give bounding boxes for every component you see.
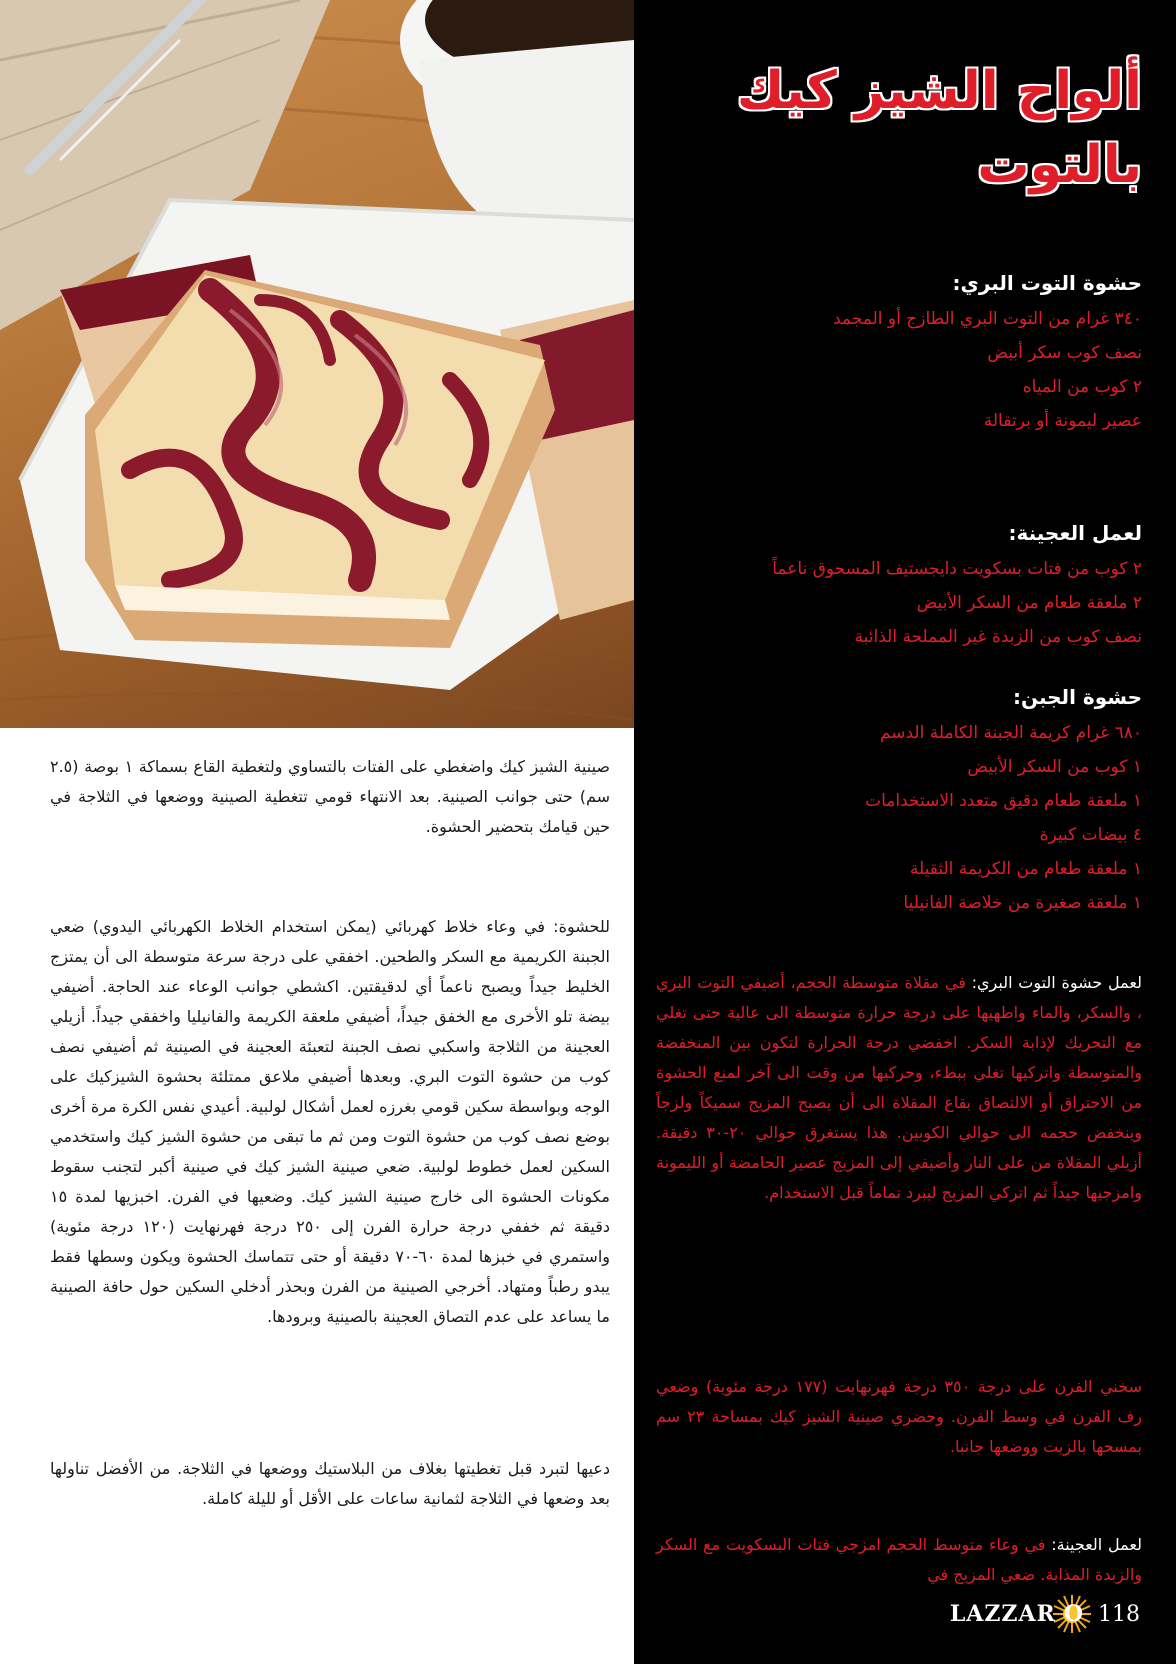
filling-method-paragraph: للحشوة: في وعاء خلاط كهربائي (يمكن استخدام الخلاط الكهربائي اليدوي) ضعي الجبنة الكريمية مع السكر والطحين. اخفقي على درجة سرعة متوسطة الى أن يمتزج الخليط جيداً ويصبح ناعماً أي لدقيقتين. اكشطي جوانب الوعاء عند الحاجة. أضيفي بيضة تلو الأخرى مع الخفق جيداً، أضيفي ملعقة الكريمة والفانيليا واخفقي جيداً. أزيلي العجينة من الثلاجة واسكبي نصف الجبنة لتعبئة العجينة في الصينية ثم أضيفي نصف كوب من حشوة التوت البري. وبعدها أضيفي ملاعق ممتلئة بحشوة الشيزكيك على الوجه وبواسطة سكين قومي بغرزه لعمل أشكال لولبية. أعيدي نفس الكرة مرة أخرى بوضع نصف كوب من حشوة التوت ومن ثم ما تبقى من حشوة الشيز كيك واستخدمي السكين لعمل خطوط لولبية. ضعي صينية الشيز كيك في صينية أكبر لتجنب سقوط مكونات الحشوة الى خارج صينية الشيز كيك. وضعيها في الفرن. اخبزيها لمدة ١٥ دقيقة ثم خففي درجة حرارة الفرن إلى ٢٥٠ درجة فهرنهايت (١٢٠ درجة مئوية) واستمري في خبزها لمدة ٦٠-٧٠ دقيقة أو حتى تتماسك الحشوة ويكون وسطها فقط يبدو رطباً ومتهاد. أخرجي الصينية من الفرن وبحذر أدخلي السكين حول حافة الصينية ما يساعد على عدم التصاق العجينة بالصينية وبرودها. <box>50 917 610 1326</box>
crust-paragraph: صينية الشيز كيك واضغطي على الفتات بالتساوي ولتغطية القاع بسماكة ١ بوصة (٢.٥ سم) حتى جوانب الصينية. بعد الانتهاء قومي تتغطية الصينية ووضعها في الثلاجة في حين قيامك بتحضير الحشوة. <box>50 757 611 836</box>
list-item: ٢ كوب من فتات بسكويت دايجستيف المسحوق ناعماً <box>772 559 1142 579</box>
list-item: ٢ ملعقة طعام من السكر الأبيض <box>916 593 1142 613</box>
cheese-filling-list <box>652 716 1142 920</box>
berry-method-body: في مقلاة متوسطة الحجم، أضيفي التوت البري ، والسكر، والماء واطهيها على درجة حرارة متوسطة الى عالية حتى تغلي مع التحريك لإذابة السكر. اخفضي درجة الحرارة لتكون بين المنخفضة والمتوسطة واتركيها تغلي ببطء، وحركيها من وقت الى آخر لمنع الحشوة من الاحتراق أو الالتصاق بقاع المقلاة الى أن يصبح المزيج سميكاً ولزجاً وينخفض حجمه الى حوالي الكوبين. هذا يستغرق حوالي ٢٠-٣٠ دقيقة. أزيلي المقلاة من على النار وأضيفي إلى المزيج عصير الحامضة أو الليمونة وامزجيها جيداً ثم اتركي المزيج ليبرد تماماً قبل الاستخدام. <box>656 973 1143 1202</box>
recipe-title <box>662 54 1142 202</box>
title-line-1: ألواح الشيز كيك <box>736 61 1142 121</box>
page-footer <box>950 1584 1140 1644</box>
list-item: نصف كوب من الزبدة غير المملحة الذائبة <box>854 627 1142 647</box>
list-item: ١ ملعقة صغيرة من خلاصة الفانيليا <box>903 893 1142 913</box>
list-item: ٦٨٠ غرام كريمة الجبنة الكاملة الدسم <box>879 723 1142 743</box>
list-item: ١ كوب من السكر الأبيض <box>967 757 1142 777</box>
brand-logo-letter: O <box>1063 1601 1084 1627</box>
cooling-paragraph: دعيها لتبرد قبل تغطيتها بغلاف من البلاستيك ووضعها في الثلاجة. من الأفضل تناولها بعد وضعها في الثلاجة لثمانية ساعات على الأقل أو لليلة كاملة. <box>50 1459 610 1508</box>
list-item: ٤ بيضات كبيرة <box>1039 825 1142 845</box>
brand-logo-text: LAZZAR <box>949 1601 1056 1627</box>
title-line-2: بالتوت <box>977 135 1142 195</box>
dough-list <box>652 552 1142 654</box>
oven-prep-paragraph: سخني الفرن على درجة ٣٥٠ درجة فهرنهايت (١٧٧ درجة مئوية) وضعي رف الفرن في وسط الفرن. وحضري صينية الشيز كيك بمساحة ٢٣ سم بمسحها بالزيت ووضعها جانبا. <box>656 1377 1142 1456</box>
dough-method-body: في وعاء متوسط الحجم امزجي فتات البسكويت مع السكر والزبدة المذابة. ضعي المزيج في <box>656 1535 1142 1584</box>
list-item: ٢ كوب من المياه <box>1022 377 1142 397</box>
list-item: ١ ملعقة طعام دقيق متعدد الاستخدامات <box>865 791 1142 811</box>
cheese-filling-heading: حشوة الجبن: <box>1012 685 1142 709</box>
dough-method-paragraph <box>656 1530 1142 1590</box>
berry-filling-list <box>652 302 1142 438</box>
dough-heading: لعمل العجينة: <box>1008 521 1142 545</box>
list-item: ١ ملعقة طعام من الكريمة الثقيلة <box>909 859 1142 879</box>
list-item: نصف كوب سكر أبيض <box>987 343 1142 363</box>
berry-filling-heading: حشوة التوت البري: <box>952 271 1142 295</box>
berry-method-lead: لعمل حشوة التوت البري: <box>971 973 1142 992</box>
list-item: عصير ليمونة أو برتقالة <box>983 411 1142 431</box>
list-item: ٣٤٠ غرام من التوت البري الطازج أو المجمد <box>833 309 1142 329</box>
berry-method-paragraph <box>656 968 1142 1208</box>
cheesecake-illustration <box>0 0 634 728</box>
dough-method-lead: لعمل العجينة: <box>1051 1535 1143 1554</box>
page-number: 118 <box>1098 1601 1140 1627</box>
cheesecake-photo <box>0 0 634 728</box>
